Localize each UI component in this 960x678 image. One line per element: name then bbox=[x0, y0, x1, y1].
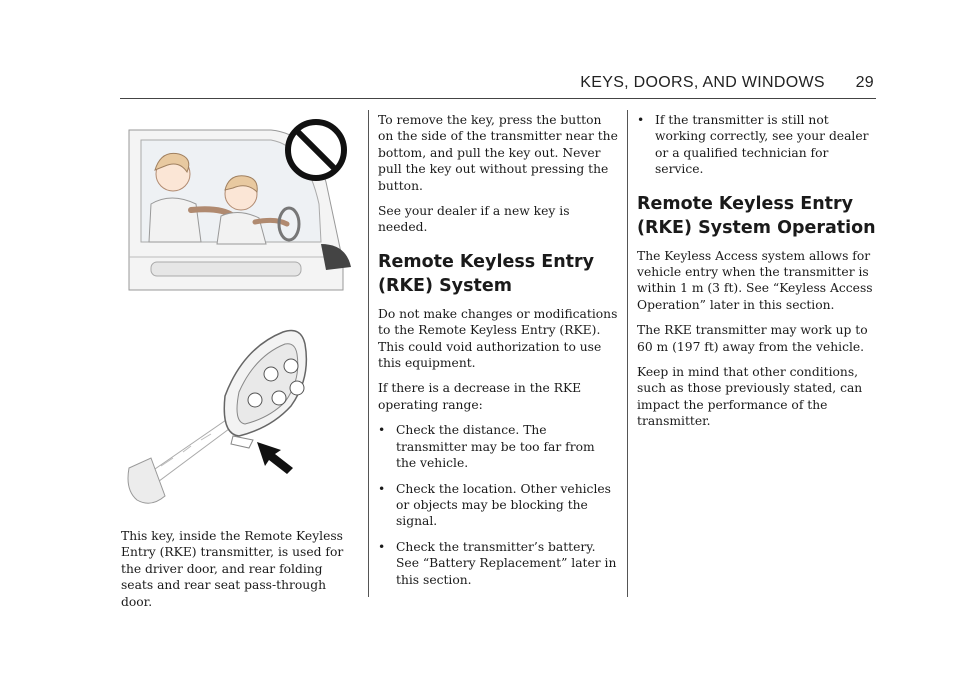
paragraph-new-key: See your dealer if a new key is needed. bbox=[378, 204, 570, 235]
child-warning-figure bbox=[121, 112, 357, 302]
paragraph-keyless-access: The Keyless Access system allows for vehicle entry when the transmitter is within 1 m (3 ft). See “Keyless Access Operation” later in this section. bbox=[637, 248, 873, 312]
paragraph-range: The RKE transmitter may work up to 60 m (197 ft) away from the vehicle. bbox=[637, 323, 868, 354]
list-item bbox=[637, 112, 877, 178]
child-in-car-illustration bbox=[121, 112, 353, 302]
bullet-text: If the transmitter is still not working correctly, see your dealer or a qualified technician for service. bbox=[655, 113, 869, 177]
bullet-marker: • bbox=[637, 113, 645, 127]
section-title: KEYS, DOORS, AND WINDOWS bbox=[580, 74, 825, 91]
bullet-marker: • bbox=[378, 539, 386, 554]
list-item bbox=[378, 539, 618, 588]
key-fob-figure bbox=[121, 318, 357, 514]
bullet-text: Check the distance. The transmitter may be too far from the vehicle. bbox=[396, 423, 595, 471]
header-rule bbox=[120, 98, 876, 99]
paragraph-range-decrease: If there is a decrease in the RKE operating range: bbox=[378, 381, 582, 412]
key-fob-illustration bbox=[121, 318, 353, 514]
column-1 bbox=[121, 112, 357, 619]
heading-rke-system-line1: Remote Keyless Entry bbox=[378, 251, 595, 272]
bullet-text: Check the location. Other vehicles or objects may be blocking the signal. bbox=[396, 481, 611, 529]
paragraph-remove-key: To remove the key, press the button on the side of the transmitter near the bottom, and pull the key out. Never pull the key out without pressing the button. bbox=[378, 113, 618, 193]
column-2 bbox=[378, 112, 618, 597]
heading-rke-system bbox=[378, 250, 618, 298]
page-number: 29 bbox=[855, 74, 874, 91]
bullet-text: Check the transmitter’s battery. See “Battery Replacement” later in this section. bbox=[396, 539, 617, 587]
column-divider-1 bbox=[368, 110, 369, 597]
column-divider-2 bbox=[627, 110, 628, 597]
heading-rke-operation bbox=[637, 192, 877, 240]
running-header bbox=[580, 74, 874, 92]
heading-rke-operation-line2: (RKE) System Operation bbox=[637, 217, 876, 238]
column-3 bbox=[637, 112, 877, 439]
list-item bbox=[378, 422, 618, 471]
paragraph-conditions: Keep in mind that other conditions, such as those previously stated, can impact the performance of the transmitter. bbox=[637, 365, 863, 429]
bullet-marker: • bbox=[378, 481, 386, 496]
paragraph-no-modifications: Do not make changes or modifications to the Remote Keyless Entry (RKE). This could void authorization to use this equipment. bbox=[378, 306, 618, 371]
figure-caption: This key, inside the Remote Keyless Entry (RKE) transmitter, is used for the driver door, and rear folding seats and rear seat pass-through door. bbox=[121, 529, 344, 609]
heading-rke-operation-line1: Remote Keyless Entry bbox=[637, 193, 854, 214]
heading-rke-system-line2: (RKE) System bbox=[378, 275, 512, 296]
bullet-marker: • bbox=[378, 423, 386, 438]
list-item bbox=[378, 481, 618, 530]
